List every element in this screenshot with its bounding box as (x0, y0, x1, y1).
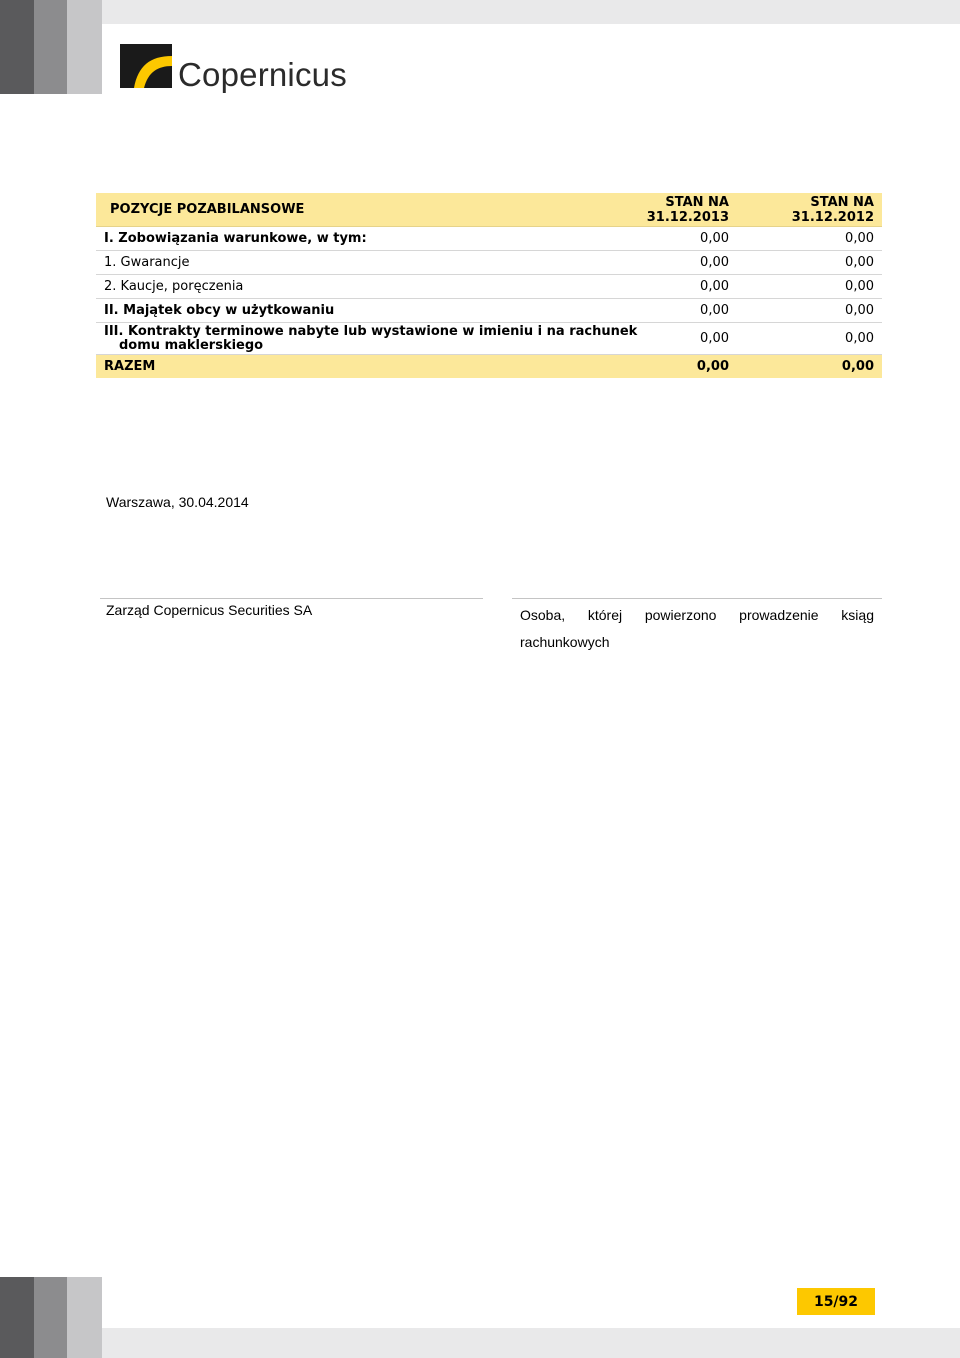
table-header-row (96, 193, 882, 227)
signature-board: Zarząd Copernicus Securities SA (106, 602, 313, 618)
row-label: 2. Kaucje, poręczenia (104, 279, 244, 294)
signature-line-accountant (512, 598, 882, 599)
row-label: II. Majątek obcy w użytkowaniu (104, 303, 335, 318)
place-date: Warszawa, 30.04.2014 (106, 494, 249, 510)
table-header-col-2013 (647, 195, 729, 225)
total-value-2012: 0,00 (841, 359, 874, 374)
row-value-2012: 0,00 (845, 279, 874, 294)
table-total-row (96, 355, 882, 378)
off-balance-table (96, 193, 882, 378)
row-value-2012: 0,00 (845, 255, 874, 270)
row-value-2012: 0,00 (845, 231, 874, 246)
row-label: I. Zobowiązania warunkowe, w tym: (104, 231, 367, 246)
row-value-2012: 0,00 (845, 303, 874, 318)
header-stripe-mid (34, 0, 67, 94)
header-stripe-light (67, 0, 102, 94)
col-2013-line1: STAN NA (665, 195, 729, 210)
table-row (96, 323, 882, 355)
row-value-2013: 0,00 (700, 231, 729, 246)
header-stripe-dark (0, 0, 34, 94)
table-row (96, 251, 882, 275)
col-2012-line2: 31.12.2012 (791, 210, 874, 225)
header-bar (102, 0, 960, 24)
row-label-line1: III. Kontrakty terminowe nabyte lub wystawione w imieniu i na rachunek (104, 323, 638, 339)
page-number: 15/92 (797, 1288, 875, 1315)
footer-stripe-light (67, 1277, 102, 1358)
table-row (96, 227, 882, 251)
copernicus-logo-text: Copernicus (178, 56, 347, 93)
table-header-label: POZYCJE POZABILANSOWE (110, 202, 305, 217)
table-row (96, 275, 882, 299)
footer-stripe-mid (34, 1277, 67, 1358)
signature-line-board (100, 598, 483, 599)
row-value-2013: 0,00 (700, 331, 729, 346)
footer-stripe-dark (0, 1277, 34, 1358)
row-label (104, 325, 637, 353)
row-value-2013: 0,00 (700, 255, 729, 270)
row-label: 1. Gwarancje (104, 255, 190, 270)
copernicus-logo-icon (120, 44, 172, 88)
total-value-2013: 0,00 (696, 359, 729, 374)
table-header-col-2012 (792, 195, 874, 225)
row-value-2013: 0,00 (700, 303, 729, 318)
footer-bar (102, 1328, 960, 1358)
row-value-2013: 0,00 (700, 279, 729, 294)
col-2012-line1: STAN NA (810, 195, 874, 210)
total-label: RAZEM (104, 359, 156, 374)
signature-accountant: Osoba, której powierzono prowadzenie ksiąg rachunkowych (520, 607, 874, 650)
col-2013-line2: 31.12.2013 (646, 210, 729, 225)
table-row (96, 299, 882, 323)
row-label-line2: domu maklerskiego (119, 337, 264, 353)
row-value-2012: 0,00 (845, 331, 874, 346)
